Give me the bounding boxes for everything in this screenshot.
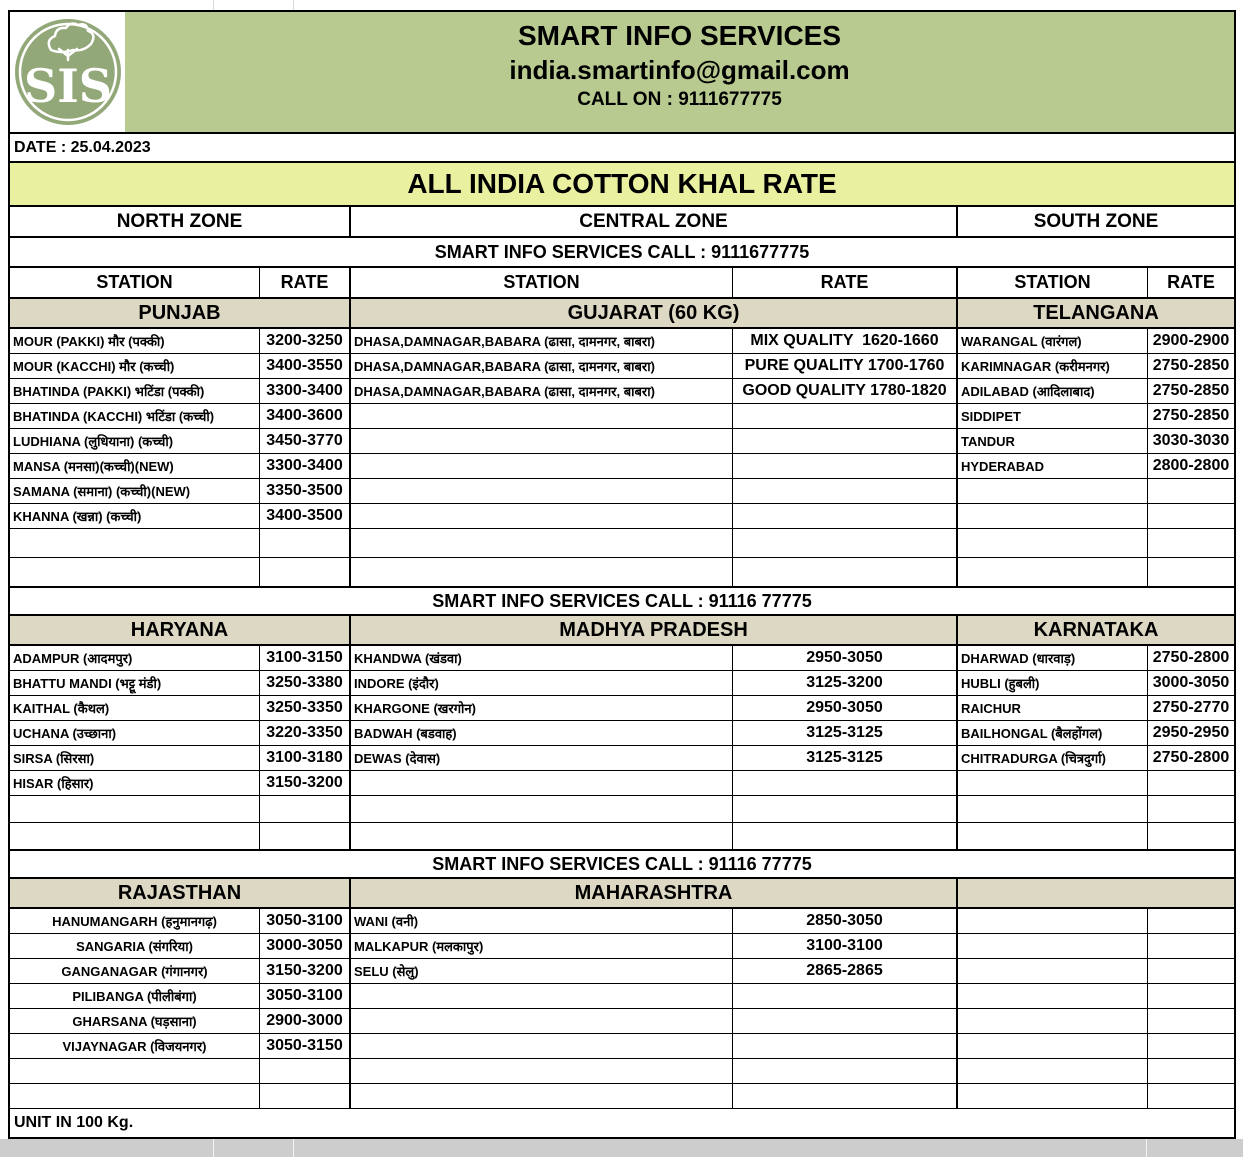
call-banner: SMART INFO SERVICES CALL : 9111677775 xyxy=(10,238,1234,268)
station-cell: WANI (वनी) xyxy=(351,909,733,933)
station-cell: GANGANAGAR (गंगानगर) xyxy=(10,959,260,983)
gridline xyxy=(293,1139,294,1157)
rate-cell: 3400-3600 xyxy=(260,404,351,428)
rate-cell xyxy=(733,796,958,822)
station-cell: SELU (सेलु) xyxy=(351,959,733,983)
gridline xyxy=(213,0,214,10)
rate-cell: 2800-2800 xyxy=(1152,457,1230,474)
station-cell: KHANNA (खन्ना) (कच्ची) xyxy=(10,504,260,528)
rate-cell: 2750-2850 xyxy=(1152,382,1230,399)
station-cell xyxy=(10,529,260,557)
table-row xyxy=(10,454,1234,479)
rate-cell xyxy=(733,1009,958,1033)
rate-cell xyxy=(733,558,958,586)
zone-header-central: CENTRAL ZONE xyxy=(351,207,958,236)
state-header-row xyxy=(10,616,1234,646)
rate-cell xyxy=(1148,909,1234,933)
station-cell: HYDERABAD xyxy=(958,454,1148,478)
rate-cell: 2865-2865 xyxy=(733,959,958,983)
station-cell xyxy=(958,479,1148,503)
station-cell xyxy=(351,984,733,1008)
table-row xyxy=(10,1059,1234,1084)
rate-cell: GOOD QUALITY 1780-1820 xyxy=(733,379,958,403)
station-cell: INDORE (इंदौर) xyxy=(351,671,733,695)
station-cell: BAILHONGAL (बैलहोंगल) xyxy=(958,721,1148,745)
rate-cell: 3250-3350 xyxy=(260,696,351,720)
gridline xyxy=(293,0,294,10)
rate-cell xyxy=(260,558,351,586)
station-cell: DHASA,DAMNAGAR,BABARA (ढासा, दामनगर, बाबरा) xyxy=(351,354,733,378)
rate-cell: 3000-3050 xyxy=(1152,674,1230,691)
station-cell xyxy=(958,934,1148,958)
table-row xyxy=(10,959,1234,984)
station-cell: ADILABAD (आदिलाबाद) xyxy=(958,379,1148,403)
rate-cell: 3100-3100 xyxy=(733,934,958,958)
station-cell xyxy=(958,984,1148,1008)
station-cell: SIRSA (सिरसा) xyxy=(10,746,260,770)
rate-cell: 3350-3500 xyxy=(260,479,351,503)
state-section-header: RAJASTHAN xyxy=(10,879,351,907)
rate-cell xyxy=(733,529,958,557)
table-row xyxy=(10,1009,1234,1034)
rate-table xyxy=(8,10,1236,1139)
station-cell xyxy=(958,1059,1148,1083)
date-line: DATE : 25.04.2023 xyxy=(10,134,1234,163)
rate-cell: 3150-3200 xyxy=(260,771,351,795)
station-cell: RAICHUR xyxy=(958,696,1148,720)
state-section-header: KARNATAKA xyxy=(958,616,1234,644)
station-cell xyxy=(351,796,733,822)
state-section-header: MADHYA PRADESH xyxy=(351,616,958,644)
table-row xyxy=(10,429,1234,454)
state-section-header xyxy=(958,879,1234,907)
state-section-header: PUNJAB xyxy=(10,299,351,327)
rate-cell: 3000-3050 xyxy=(260,934,351,958)
station-cell: DHASA,DAMNAGAR,BABARA (ढासा, दामनगर, बाबरा) xyxy=(351,379,733,403)
station-cell: HISAR (हिसार) xyxy=(10,771,260,795)
table-row xyxy=(10,984,1234,1009)
station-cell xyxy=(958,796,1148,822)
zone-header-row xyxy=(10,207,1234,238)
table-row xyxy=(10,934,1234,959)
state-header-row xyxy=(10,879,1234,909)
zone-header-south: SOUTH ZONE xyxy=(1033,210,1159,232)
station-cell: PILIBANGA (पीलीबंगा) xyxy=(10,984,260,1008)
station-cell xyxy=(958,504,1148,528)
station-cell: CHITRADURGA (चित्रदुर्गा) xyxy=(958,746,1148,770)
table-row xyxy=(10,671,1234,696)
station-cell xyxy=(10,1084,260,1108)
sis-logo-icon xyxy=(13,16,123,128)
station-cell: SAMANA (समाना) (कच्ची)(NEW) xyxy=(10,479,260,503)
station-cell: HUBLI (हुबली) xyxy=(958,671,1148,695)
rate-cell xyxy=(1148,529,1234,557)
rate-cell: 3125-3200 xyxy=(733,671,958,695)
rate-cell xyxy=(733,1059,958,1083)
masthead xyxy=(10,12,1234,134)
sis-logo xyxy=(10,12,125,132)
station-cell xyxy=(351,404,733,428)
table-row xyxy=(10,823,1234,850)
station-cell xyxy=(10,558,260,586)
station-cell xyxy=(351,1059,733,1083)
rate-cell xyxy=(260,796,351,822)
rate-cell xyxy=(1148,504,1234,528)
station-cell xyxy=(351,504,733,528)
rate-cell: 2900-3000 xyxy=(260,1009,351,1033)
station-cell xyxy=(351,823,733,849)
rate-cell xyxy=(733,429,958,453)
rate-cell: 3250-3380 xyxy=(260,671,351,695)
table-row xyxy=(10,909,1234,934)
rate-cell xyxy=(733,823,958,849)
rate-cell xyxy=(1148,984,1234,1008)
station-cell xyxy=(958,558,1148,586)
station-cell: HANUMANGARH (हनुमानगढ़) xyxy=(10,909,260,933)
rate-cell xyxy=(733,984,958,1008)
rate-cell xyxy=(1148,771,1234,795)
station-cell: LUDHIANA (लुधियाना) (कच्ची) xyxy=(10,429,260,453)
rate-cell xyxy=(733,504,958,528)
rate-blocks xyxy=(10,299,1234,1109)
station-cell: BHATTU MANDI (भट्टू मंडी) xyxy=(10,671,260,695)
call-banner: SMART INFO SERVICES CALL : 91116 77775 xyxy=(10,586,1234,616)
rate-cell xyxy=(1148,959,1234,983)
table-row xyxy=(10,696,1234,721)
station-cell xyxy=(958,823,1148,849)
table-row xyxy=(10,479,1234,504)
station-cell: ADAMPUR (आदमपुर) xyxy=(10,646,260,670)
rate-cell xyxy=(1148,1084,1234,1108)
brand-title: SMART INFO SERVICES xyxy=(517,20,842,51)
rate-cell: 2750-2800 xyxy=(1152,649,1230,666)
rate-cell xyxy=(1148,558,1234,586)
rate-cell xyxy=(1148,796,1234,822)
station-cell: VIJAYNAGAR (विजयनगर) xyxy=(10,1034,260,1058)
rate-cell: 3200-3250 xyxy=(260,329,351,353)
col-header-station: STATION xyxy=(351,268,733,297)
state-section-header: GUJARAT (60 KG) xyxy=(351,299,958,327)
table-row xyxy=(10,1084,1234,1109)
rate-cell: 2750-2800 xyxy=(1152,749,1230,766)
station-cell: MOUR (KACCHI) मौर (कच्ची) xyxy=(10,354,260,378)
station-cell: GHARSANA (घड़साना) xyxy=(10,1009,260,1033)
table-row xyxy=(10,796,1234,823)
table-row xyxy=(10,646,1234,671)
svg-text:SIS: SIS xyxy=(23,59,112,113)
rate-cell: 2950-2950 xyxy=(1152,724,1230,741)
brand-phone: CALL ON : 9111677775 xyxy=(577,89,782,110)
rate-cell xyxy=(1148,934,1234,958)
station-cell xyxy=(958,529,1148,557)
rate-cell xyxy=(733,1034,958,1058)
rate-cell xyxy=(733,454,958,478)
rate-cell xyxy=(1148,1009,1234,1033)
rate-cell: MIX QUALITY 1620-1660 xyxy=(733,329,958,353)
table-row xyxy=(10,721,1234,746)
station-cell xyxy=(10,796,260,822)
station-cell xyxy=(351,529,733,557)
rate-cell: 3030-3030 xyxy=(1152,432,1230,449)
table-row xyxy=(10,746,1234,771)
column-header-row xyxy=(10,268,1234,299)
rate-cell xyxy=(733,771,958,795)
state-section-header: MAHARASHTRA xyxy=(351,879,958,907)
col-header-station: STATION xyxy=(958,268,1148,297)
sheet-wrap xyxy=(0,10,1243,1139)
state-section-header: HARYANA xyxy=(10,616,351,644)
rate-cell: 2750-2850 xyxy=(1152,407,1230,424)
station-cell xyxy=(10,823,260,849)
col-header-rate: RATE xyxy=(260,268,351,297)
station-cell: SIDDIPET xyxy=(958,404,1148,428)
rate-cell: 3400-3550 xyxy=(260,354,351,378)
station-cell: MOUR (PAKKI) मौर (पक्की) xyxy=(10,329,260,353)
station-cell xyxy=(958,1034,1148,1058)
station-cell: BADWAH (बडवाह) xyxy=(351,721,733,745)
station-cell: KHARGONE (खरगोन) xyxy=(351,696,733,720)
station-cell xyxy=(351,479,733,503)
rate-cell: 2900-2900 xyxy=(1152,332,1230,349)
sheet-bottom-margin xyxy=(0,1139,1243,1157)
rate-cell: PURE QUALITY 1700-1760 xyxy=(733,354,958,378)
rate-cell: 3300-3400 xyxy=(260,379,351,403)
rate-cell xyxy=(260,529,351,557)
sheet-top-margin xyxy=(0,0,1243,10)
rate-cell: 3400-3500 xyxy=(260,504,351,528)
station-cell: SANGARIA (संगरिया) xyxy=(10,934,260,958)
station-cell: DHARWAD (धारवाड़) xyxy=(958,646,1148,670)
rate-cell: 3220-3350 xyxy=(260,721,351,745)
state-section-header: TELANGANA xyxy=(958,299,1234,327)
station-cell: MANSA (मनसा)(कच्ची)(NEW) xyxy=(10,454,260,478)
rate-cell: 2750-2850 xyxy=(1152,357,1230,374)
table-row xyxy=(10,529,1234,558)
table-row xyxy=(10,379,1234,404)
rate-cell xyxy=(1148,1059,1234,1083)
table-row xyxy=(10,354,1234,379)
call-banner: SMART INFO SERVICES CALL : 91116 77775 xyxy=(10,849,1234,879)
station-cell: UCHANA (उच्छाना) xyxy=(10,721,260,745)
station-cell xyxy=(351,1084,733,1108)
station-cell: KAITHAL (कैथल) xyxy=(10,696,260,720)
station-cell xyxy=(958,909,1148,933)
zone-header-north: NORTH ZONE xyxy=(10,207,351,236)
rate-cell: 2950-3050 xyxy=(733,696,958,720)
station-cell xyxy=(958,1009,1148,1033)
rate-cell: 2750-2770 xyxy=(1152,699,1230,716)
rate-cell: 3050-3100 xyxy=(260,984,351,1008)
rate-cell: 3125-3125 xyxy=(733,721,958,745)
table-row xyxy=(10,1034,1234,1059)
station-cell xyxy=(351,429,733,453)
rate-cell xyxy=(1148,479,1234,503)
rate-cell: 3450-3770 xyxy=(260,429,351,453)
station-cell xyxy=(958,1084,1148,1108)
station-cell: DHASA,DAMNAGAR,BABARA (ढासा, दामनगर, बाबरा) xyxy=(351,329,733,353)
rate-cell: 3050-3150 xyxy=(260,1034,351,1058)
station-cell xyxy=(351,454,733,478)
station-cell: KHANDWA (खंडवा) xyxy=(351,646,733,670)
station-cell xyxy=(10,1059,260,1083)
station-cell xyxy=(351,771,733,795)
station-cell xyxy=(351,1009,733,1033)
station-cell: DEWAS (देवास) xyxy=(351,746,733,770)
rate-cell xyxy=(1148,1034,1234,1058)
col-header-rate: RATE xyxy=(1167,272,1215,292)
station-cell: TANDUR xyxy=(958,429,1148,453)
page-title: ALL INDIA COTTON KHAL RATE xyxy=(10,163,1234,207)
rate-cell: 3300-3400 xyxy=(260,454,351,478)
rate-cell xyxy=(260,1084,351,1108)
rate-cell: 3100-3180 xyxy=(260,746,351,770)
masthead-text xyxy=(125,12,1234,132)
rate-cell: 3125-3125 xyxy=(733,746,958,770)
station-cell: WARANGAL (वारंगल) xyxy=(958,329,1148,353)
rate-cell: 2850-3050 xyxy=(733,909,958,933)
station-cell: MALKAPUR (मलकापुर) xyxy=(351,934,733,958)
gridline xyxy=(213,1139,214,1157)
station-cell xyxy=(351,558,733,586)
table-row xyxy=(10,404,1234,429)
station-cell xyxy=(958,771,1148,795)
col-header-rate: RATE xyxy=(733,268,958,297)
state-header-row xyxy=(10,299,1234,329)
rate-cell: 3150-3200 xyxy=(260,959,351,983)
col-header-station: STATION xyxy=(10,268,260,297)
rate-cell: 3050-3100 xyxy=(260,909,351,933)
unit-note: UNIT IN 100 Kg. xyxy=(14,1114,134,1131)
station-cell: BHATINDA (PAKKI) भटिंडा (पक्की) xyxy=(10,379,260,403)
station-cell xyxy=(958,959,1148,983)
table-row xyxy=(10,329,1234,354)
rate-cell: 2950-3050 xyxy=(733,646,958,670)
rate-cell: 3100-3150 xyxy=(260,646,351,670)
table-row xyxy=(10,771,1234,796)
rate-cell xyxy=(733,1084,958,1108)
station-cell: KARIMNAGAR (करीमनगर) xyxy=(958,354,1148,378)
rate-cell xyxy=(260,1059,351,1083)
rate-cell xyxy=(733,404,958,428)
table-row xyxy=(10,504,1234,529)
station-cell: BHATINDA (KACCHI) भटिंडा (कच्ची) xyxy=(10,404,260,428)
rate-cell xyxy=(733,479,958,503)
rate-cell xyxy=(260,823,351,849)
table-row xyxy=(10,558,1234,587)
station-cell xyxy=(351,1034,733,1058)
gridline xyxy=(1146,1139,1147,1157)
rate-cell xyxy=(1148,823,1234,849)
brand-email: india.smartinfo@gmail.com xyxy=(509,55,850,85)
